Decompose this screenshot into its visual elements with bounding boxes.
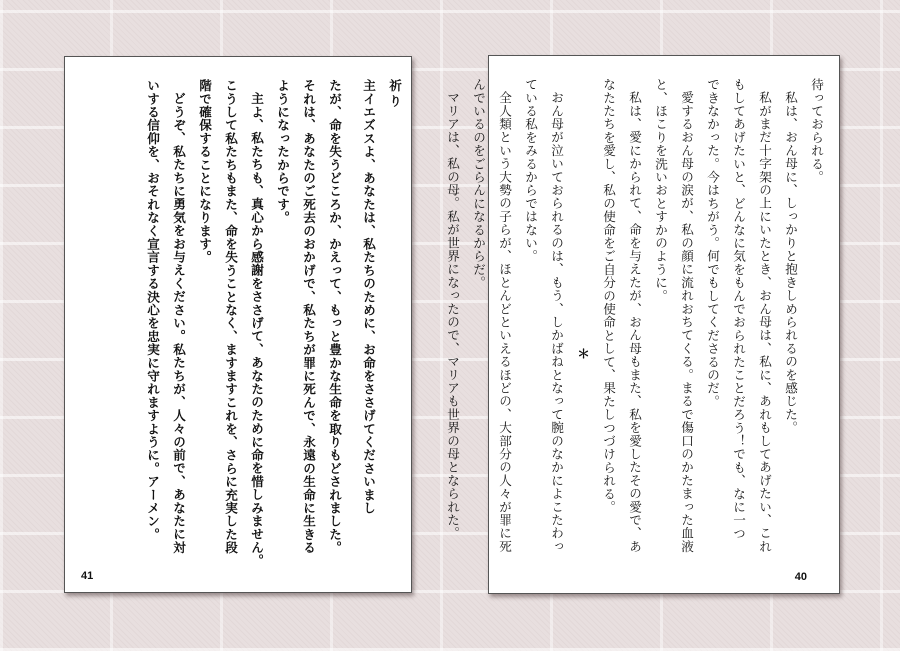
text-line: 待っておられる。 bbox=[809, 78, 824, 184]
text-line: 愛するおん母の涙が、私の顔に流れおちてくる。まるで傷口のかたまった血液 bbox=[679, 90, 694, 553]
text-line: ている私をみるからではない。 bbox=[523, 78, 538, 263]
text-line: 私は、愛にかられて、命を与えたが、おん母もまた、私を愛したその愛で、あ bbox=[627, 90, 642, 553]
left-page-text bbox=[139, 79, 407, 569]
text-line: 全人類という大勢の子らが、ほとんどといえるほどの、大部分の人々が罪に死 bbox=[497, 90, 512, 553]
text-line: んでいるのをごらんになるからだ。 bbox=[471, 78, 486, 290]
prayer-heading: 祈り bbox=[387, 79, 402, 111]
text-line: マリアは、私の母。私が世界になったので、マリアも世界の母となられた。 bbox=[445, 90, 460, 540]
text-line: 階で確保することになります。 bbox=[197, 79, 212, 264]
text-line: たが、命を失うどころか、かえって、もっと豊かな生命を取りもどされました。 bbox=[327, 79, 342, 555]
text-line: 私がまだ十字架の上にいたとき、おん母は、私に、あれもしてあげたい、これ bbox=[757, 90, 772, 553]
left-page bbox=[64, 56, 412, 593]
text-line: いする信仰を、おそれなく宣言する決心を忠実に守れますように。アーメン。 bbox=[145, 79, 160, 541]
text-line: ようになったからです。 bbox=[275, 79, 290, 225]
text-line: もしてあげたいと、どんなに気をもんでおられたことだろう！でも、なに一つ bbox=[731, 78, 746, 540]
text-line: なたたちを愛し、私の使命をご自分の使命として、果たしつづけられる。 bbox=[601, 78, 616, 514]
page-number: 41 bbox=[81, 570, 94, 582]
page-number: 40 bbox=[794, 571, 807, 583]
right-page bbox=[445, 55, 840, 594]
text-line: 主イエズスよ、あなたは、私たちのために、お命をささげてくださいまし bbox=[361, 79, 376, 515]
text-line: できなかった。今はちがう。何でもしてくださるのだ。 bbox=[705, 78, 720, 408]
text-line: どうぞ、私たちに勇気をお与えください。私たちが、人々の前で、あなたに対 bbox=[171, 91, 186, 554]
section-separator: ＊ bbox=[575, 346, 590, 360]
text-line: それは、あなたのご死去のおかげで、私たちが罪に死んで、永遠の生命に生きる bbox=[301, 79, 316, 555]
text-line: 私は、おん母に、しっかりと抱きしめられるのを感じた。 bbox=[783, 90, 798, 434]
text-line: 主よ、私たちも、真心から感謝をささげて、あなたのために命を惜しみません。 bbox=[249, 91, 264, 567]
text-line: と、ほこりを洗いおとすかのように。 bbox=[653, 78, 668, 303]
right-page-text bbox=[439, 78, 829, 578]
text-line: おん母が泣いておられるのは、もう、しかばねとなって腕のなかによこたわっ bbox=[549, 90, 564, 553]
text-line: こうして私たちもまた、命を失うことなく、ますますこれを、さらに充実した段 bbox=[223, 79, 238, 555]
